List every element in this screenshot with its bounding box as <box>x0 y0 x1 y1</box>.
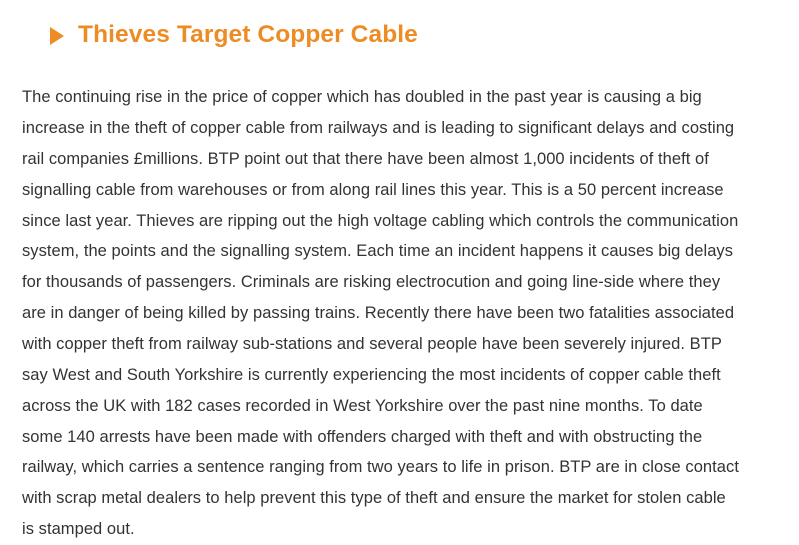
triangle-right-icon <box>50 27 64 45</box>
page-title: Thieves Target Copper Cable <box>78 21 418 49</box>
article-heading <box>22 6 777 66</box>
article-body-text: The continuing rise in the price of copper which has doubled in the past year is causing a big increase in the theft of copper cable from railways and is leading to significant delays and costing rail companies £millions. BTP point out that there have been almost 1,000 incidents of theft of signalling cable from warehouses or from along rail lines this year. This is a 50 percent increase since last year. Thieves are ripping out the high voltage cabling which controls the communication system, the points and the signalling system. Each time an incident happens it causes big delays for thousands of passengers. Criminals are risking electrocution and going line-side where they are in danger of being killed by passing trains. Recently there have been two fatalities associated with copper theft from railway sub-stations and several people have been severely injured. BTP say West and South Yorkshire is currently experiencing the most incidents of copper cable theft across the UK with 182 cases recorded in West Yorkshire over the past nine months. To date some 140 arrests have been made with offenders charged with theft and with obstructing the railway, which carries a sentence ranging from two years to life in prison. BTP are in close contact with scrap metal dealers to help prevent this type of theft and ensure the market for stolen cable is stamped out. <box>22 88 739 539</box>
